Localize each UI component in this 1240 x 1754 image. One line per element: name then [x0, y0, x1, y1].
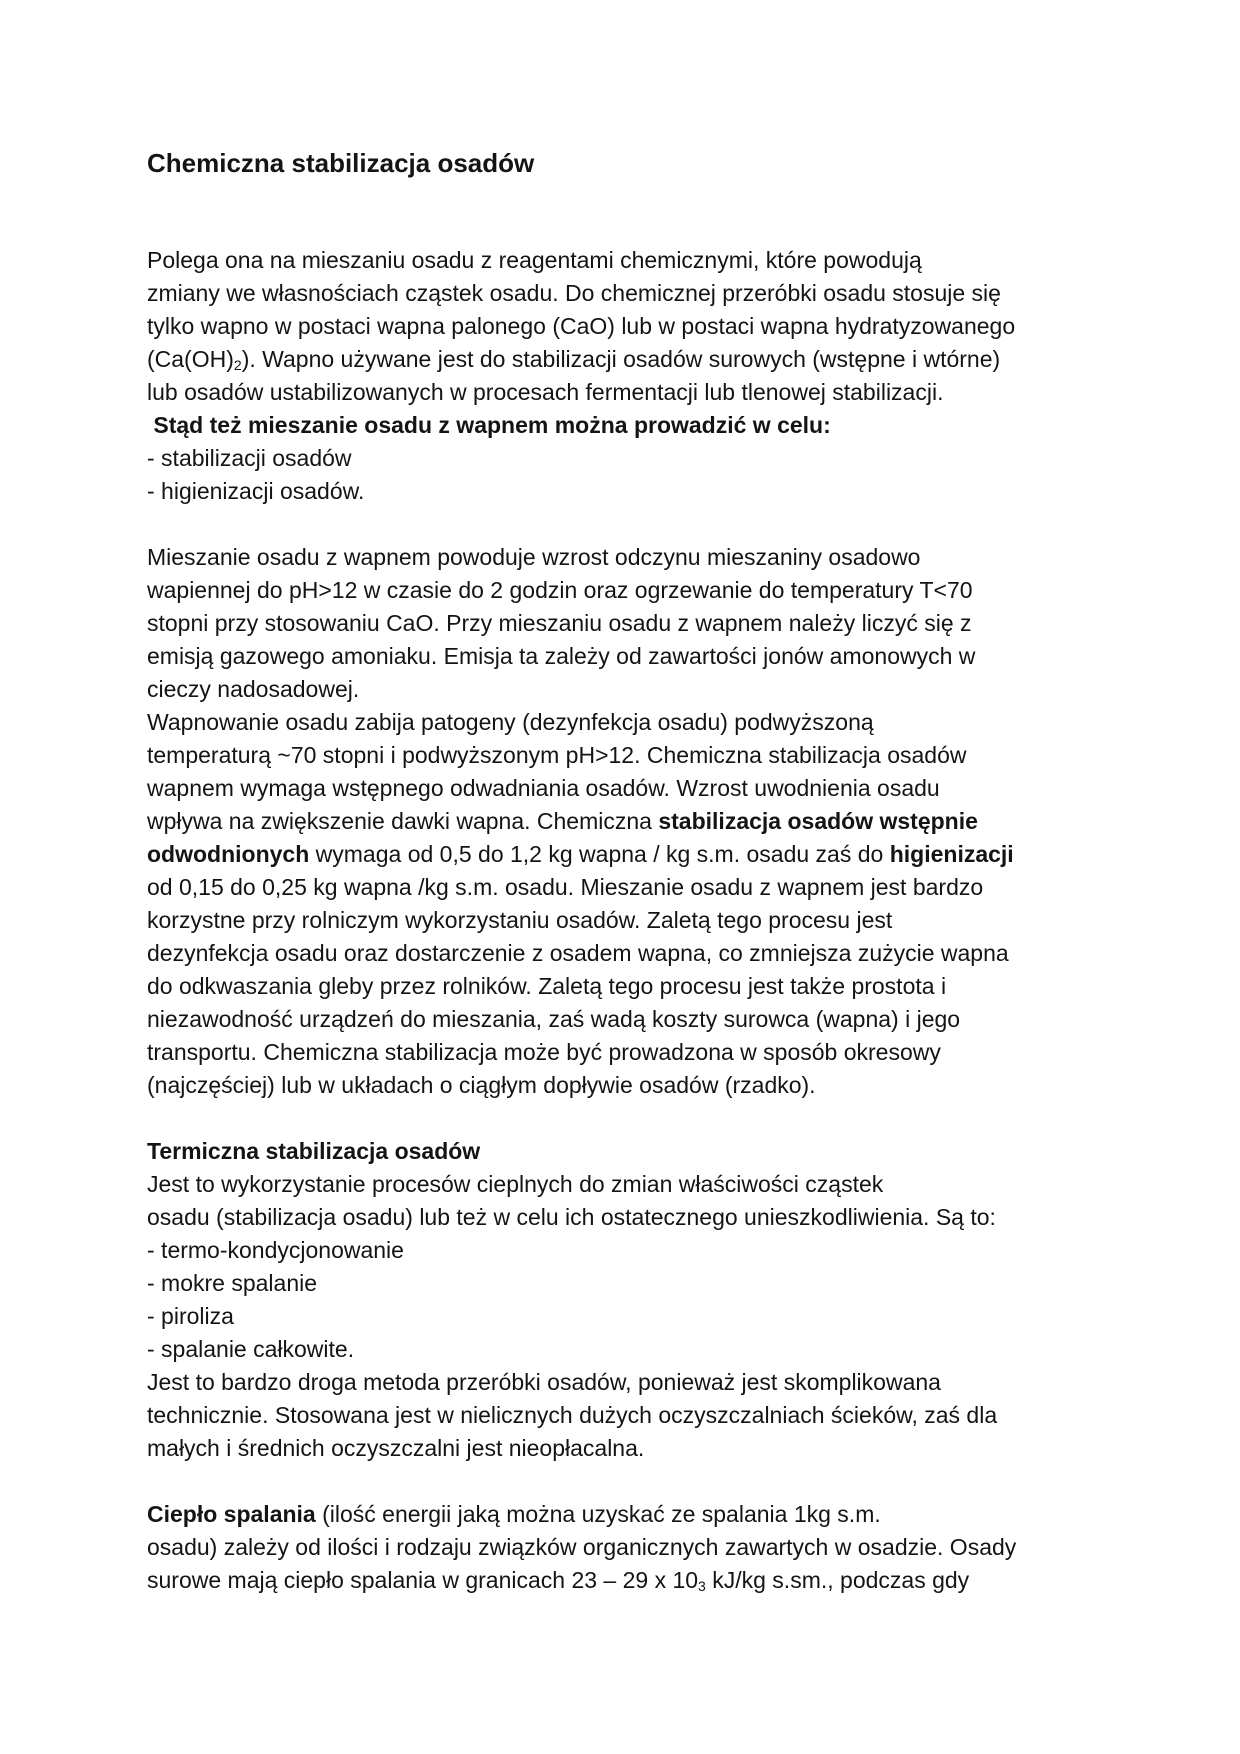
text-fragment: wymaga od 0,5 do 1,2 kg wapna / kg s.m. osadu zaś do [309, 841, 890, 867]
text-line: lub osadów ustabilizowanych w procesach fermentacji lub tlenowej stabilizacji. [147, 379, 944, 405]
list-item: - termo-kondycjonowanie [147, 1237, 404, 1263]
text-fragment: (ilość energii jaką można uzyskać ze spalania 1kg s.m. [315, 1501, 881, 1527]
text-line: dezynfekcja osadu oraz dostarczenie z osadem wapna, co zmniejsza zużycie wapna [147, 940, 1009, 966]
section-heading-text: Termiczna stabilizacja osadów [147, 1138, 481, 1164]
paragraph-heat-of-combustion [147, 1498, 1107, 1597]
bold-term: odwodnionych [147, 841, 310, 867]
bold-statement: Stąd też mieszanie osadu z wapnem można prowadzić w celu: [147, 412, 831, 438]
list-item: - piroliza [147, 1303, 234, 1329]
text-line: temperaturą ~70 stopni i podwyższonym pH>12. Chemiczna stabilizacja osadów [147, 742, 967, 768]
subscript: 2 [233, 357, 242, 373]
text-line: (najczęściej) lub w układach o ciągłym dopływie osadów (rzadko). [147, 1072, 816, 1098]
document-title: Chemiczna stabilizacja osadów [147, 148, 535, 178]
text-line [147, 838, 1107, 871]
document-body [147, 146, 1107, 1597]
text-line: osadu (stabilizacja osadu) lub też w celu ich ostatecznego unieszkodliwienia. Są to: [147, 1204, 996, 1230]
text-fragment: kJ/kg s.sm., podczas gdy [705, 1567, 970, 1593]
text-line: transportu. Chemiczna stabilizacja może być prowadzona w sposób okresowy [147, 1039, 941, 1065]
bold-term: Ciepło spalania [147, 1501, 316, 1527]
bold-term: stabilizacja osadów wstępnie [658, 808, 978, 834]
paragraph-lime-mixing [147, 541, 1107, 1102]
text-line: wapnem wymaga wstępnego odwadniania osadów. Wzrost uwodnienia osadu [147, 775, 940, 801]
text-line: od 0,15 do 0,25 kg wapna /kg s.m. osadu. Mieszanie osadu z wapnem jest bardzo [147, 874, 984, 900]
text-line: małych i średnich oczyszczalni jest nieopłacalna. [147, 1435, 645, 1461]
text-line: osadu) zależy od ilości i rodzaju związków organicznych zawartych w osadzie. Osady [147, 1534, 1017, 1560]
text-line: niezawodność urządzeń do mieszania, zaś wadą koszty surowca (wapna) i jego [147, 1006, 961, 1032]
list-item: - stabilizacji osadów [147, 445, 352, 471]
text-fragment: ). Wapno używane jest do stabilizacji osadów surowych (wstępne i wtórne) [241, 346, 1001, 372]
text-line: cieczy nadosadowej. [147, 676, 360, 702]
text-line: Jest to wykorzystanie procesów cieplnych do zmian właściwości cząstek [147, 1171, 884, 1197]
list-item: - mokre spalanie [147, 1270, 318, 1296]
text-fragment: wpływa na zwiększenie dawki wapna. Chemiczna [147, 808, 659, 834]
text-line: Mieszanie osadu z wapnem powoduje wzrost odczynu mieszaniny osadowo [147, 544, 921, 570]
text-line [147, 1564, 1107, 1597]
text-fragment: (Ca(OH) [147, 346, 234, 372]
section-thermal [147, 1135, 1107, 1465]
section-heading [147, 1135, 1107, 1168]
superscript: 3 [698, 1578, 706, 1594]
text-line: tylko wapno w postaci wapna palonego (CaO) lub w postaci wapna hydratyzowanego [147, 313, 1016, 339]
text-line: korzystne przy rolniczym wykorzystaniu osadów. Zaletą tego procesu jest [147, 907, 893, 933]
bold-term: higienizacji [889, 841, 1014, 867]
text-line: stopni przy stosowaniu CaO. Przy mieszaniu osadu z wapnem należy liczyć się z [147, 610, 972, 636]
paragraph-intro [147, 244, 1107, 508]
text-line [147, 343, 1107, 376]
text-line [147, 1498, 1107, 1531]
text-line: technicznie. Stosowana jest w nielicznych dużych oczyszczalniach ścieków, zaś dla [147, 1402, 998, 1428]
text-line: zmiany we własnościach cząstek osadu. Do chemicznej przeróbki osadu stosuje się [147, 280, 1001, 306]
text-line [147, 805, 1107, 838]
text-fragment: surowe mają ciepło spalania w granicach 23 – 29 x 10 [147, 1567, 699, 1593]
text-line: emisją gazowego amoniaku. Emisja ta zależy od zawartości jonów amonowych w [147, 643, 976, 669]
text-line: Wapnowanie osadu zabija patogeny (dezynfekcja osadu) podwyższoną [147, 709, 874, 735]
text-line: Polega ona na mieszaniu osadu z reagentami chemicznymi, które powodują [147, 247, 922, 273]
text-line: wapiennej do pH>12 w czasie do 2 godzin oraz ogrzewanie do temperatury T<70 [147, 577, 973, 603]
list-item: - higienizacji osadów. [147, 478, 365, 504]
text-line [147, 409, 1107, 442]
text-line: Jest to bardzo droga metoda przeróbki osadów, ponieważ jest skomplikowana [147, 1369, 941, 1395]
text-line: do odkwaszania gleby przez rolników. Zaletą tego procesu jest także prostota i [147, 973, 947, 999]
list-item: - spalanie całkowite. [147, 1336, 355, 1362]
